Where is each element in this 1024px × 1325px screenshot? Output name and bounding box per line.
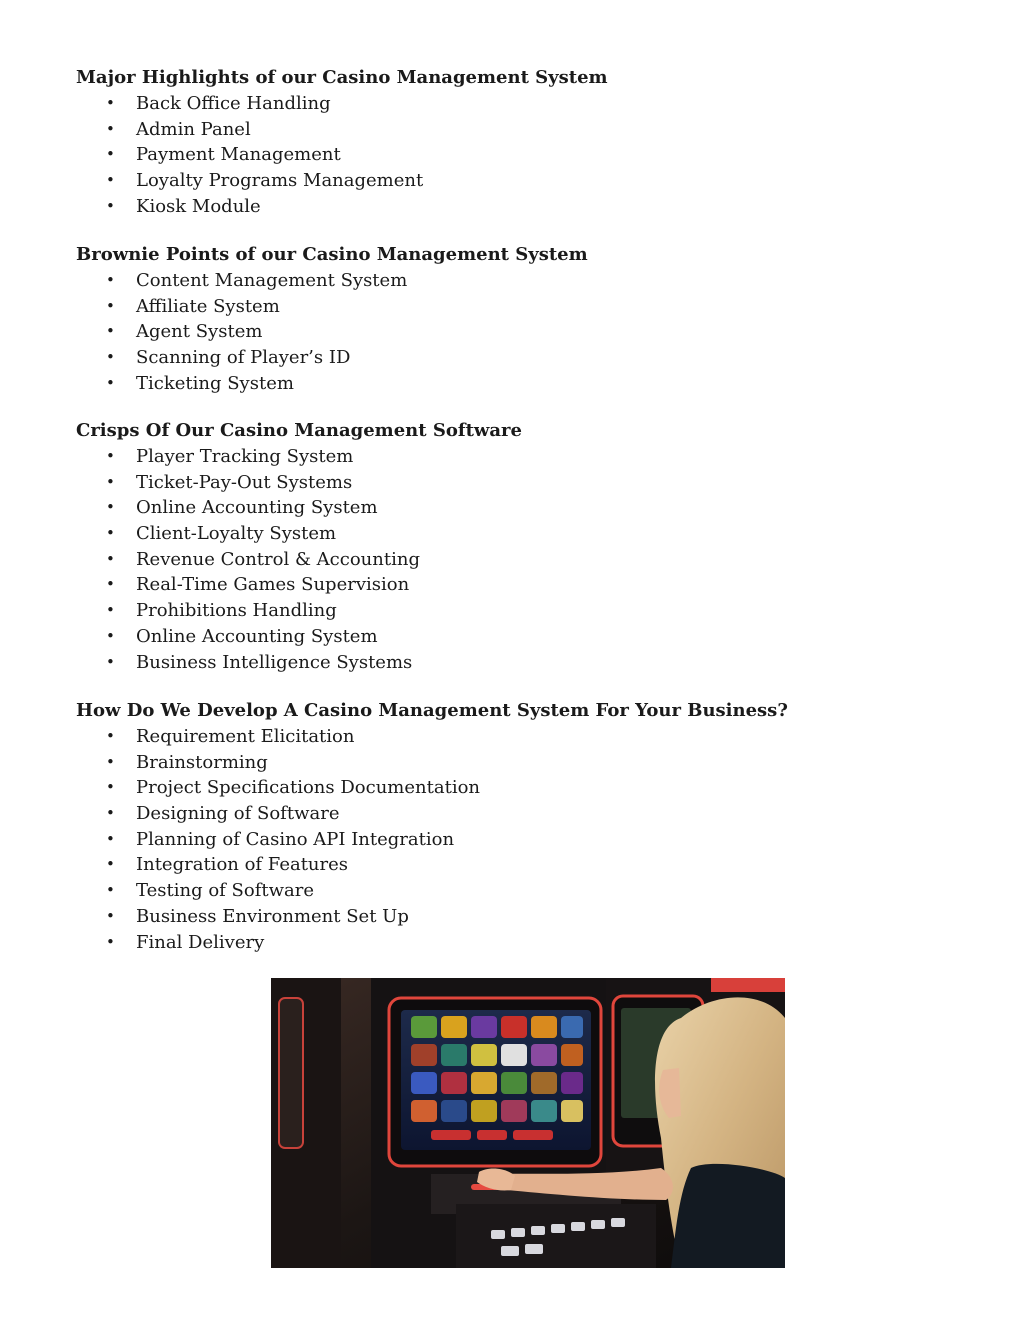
list-item	[76, 878, 976, 904]
bullet-icon: •	[106, 524, 115, 543]
bullet-list	[76, 268, 976, 396]
list-item-text: Designing of Software	[136, 803, 340, 825]
bullet-icon: •	[106, 778, 115, 797]
bullet-icon: •	[106, 145, 115, 164]
list-item-text: Prohibitions Handling	[136, 600, 337, 622]
list-item-text: Payment Management	[136, 144, 341, 166]
list-item-text: Loyalty Programs Management	[136, 170, 424, 192]
list-item	[76, 319, 976, 345]
bullet-icon: •	[106, 855, 115, 874]
list-item	[76, 495, 976, 521]
list-item	[76, 194, 976, 220]
list-item-text: Scanning of Player’s ID	[136, 347, 351, 369]
list-item	[76, 547, 976, 573]
list-item	[76, 444, 976, 470]
bullet-icon: •	[106, 322, 115, 341]
section-how-we-develop	[76, 698, 976, 955]
list-item-text: Planning of Casino API Integration	[136, 828, 455, 850]
bullet-list	[76, 91, 976, 219]
bullet-icon: •	[106, 94, 115, 112]
bullet-icon: •	[106, 171, 115, 190]
list-item	[76, 750, 976, 776]
list-item-text: Content Management System	[136, 270, 408, 291]
list-item-text: Online Accounting System	[136, 625, 378, 647]
list-item	[76, 827, 976, 853]
list-item	[76, 521, 976, 547]
section-heading: Major Highlights of our Casino Management System	[76, 67, 608, 88]
list-item-text: Back Office Handling	[136, 93, 331, 114]
bullet-icon: •	[106, 447, 115, 465]
list-item-text: Agent System	[136, 321, 263, 343]
section-crisps	[76, 418, 976, 675]
section-heading: How Do We Develop A Casino Management System For Your Business?	[76, 700, 788, 721]
bullet-icon: •	[106, 498, 115, 517]
list-item-text: Ticketing System	[136, 372, 294, 394]
list-item-text: Real-Time Games Supervision	[136, 574, 410, 596]
bullet-icon: •	[106, 752, 115, 771]
list-item-text: Online Accounting System	[136, 497, 378, 519]
list-item	[76, 650, 976, 676]
bullet-icon: •	[106, 829, 115, 848]
list-item-text: Revenue Control & Accounting	[136, 548, 420, 570]
list-item	[76, 598, 976, 624]
list-item-text: Ticket-Pay-Out Systems	[136, 471, 353, 493]
bullet-list	[76, 444, 976, 675]
list-item-text: Kiosk Module	[136, 195, 261, 217]
list-item	[76, 142, 976, 168]
list-item	[76, 801, 976, 827]
bullet-icon: •	[106, 881, 115, 900]
list-item-text: Final Delivery	[136, 931, 265, 953]
list-item	[76, 345, 976, 371]
bullet-icon: •	[106, 296, 115, 315]
section-heading: Brownie Points of our Casino Management System	[76, 244, 588, 265]
list-item	[76, 294, 976, 320]
section-major-highlights	[76, 65, 976, 219]
bullet-icon: •	[106, 271, 115, 289]
list-item	[76, 724, 976, 750]
section-brownie-points	[76, 242, 976, 396]
bullet-icon: •	[106, 804, 115, 823]
list-item	[76, 852, 976, 878]
list-item	[76, 470, 976, 496]
bullet-icon: •	[106, 626, 115, 645]
bullet-icon: •	[106, 575, 115, 594]
list-item-text: Project Specifications Documentation	[136, 777, 481, 799]
casino-slot-machine-photo	[271, 978, 785, 1268]
list-item-text: Integration of Features	[136, 854, 349, 876]
bullet-icon: •	[106, 348, 115, 367]
list-item	[76, 168, 976, 194]
list-item	[76, 624, 976, 650]
bullet-icon: •	[106, 373, 115, 392]
list-item	[76, 117, 976, 143]
list-item	[76, 268, 976, 294]
list-item-text: Business Intelligence Systems	[136, 651, 413, 673]
list-item-text: Business Environment Set Up	[136, 905, 409, 927]
bullet-icon: •	[106, 906, 115, 925]
list-item	[76, 775, 976, 801]
list-item-text: Testing of Software	[136, 880, 315, 902]
bullet-icon: •	[106, 932, 115, 951]
section-heading: Crisps Of Our Casino Management Software	[76, 420, 522, 441]
list-item	[76, 904, 976, 930]
bullet-icon: •	[106, 119, 115, 138]
list-item-text: Client-Loyalty System	[136, 523, 337, 545]
list-item-text: Affiliate System	[136, 295, 280, 317]
list-item-text: Requirement Elicitation	[136, 726, 355, 747]
list-item-text: Admin Panel	[136, 118, 251, 140]
list-item	[76, 572, 976, 598]
bullet-list	[76, 724, 976, 955]
bullet-icon: •	[106, 652, 115, 671]
bullet-icon: •	[106, 196, 115, 215]
list-item-text: Player Tracking System	[136, 446, 354, 467]
bullet-icon: •	[106, 601, 115, 620]
bullet-icon: •	[106, 727, 115, 745]
bullet-icon: •	[106, 472, 115, 491]
bullet-icon: •	[106, 549, 115, 568]
list-item	[76, 930, 976, 956]
list-item-text: Brainstorming	[136, 751, 268, 773]
list-item	[76, 371, 976, 397]
list-item	[76, 91, 976, 117]
